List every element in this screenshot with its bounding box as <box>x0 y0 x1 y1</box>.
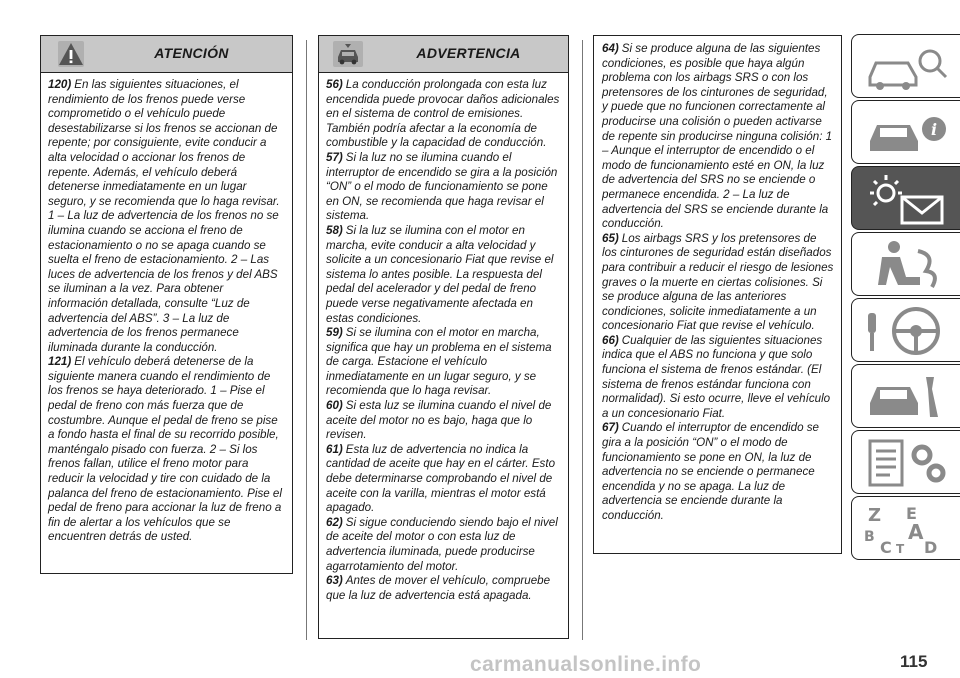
attention-header <box>41 36 292 73</box>
tab-car-info[interactable] <box>851 100 960 164</box>
svg-text:i: i <box>930 120 938 139</box>
index-letters-icon <box>860 501 954 557</box>
car-search-icon <box>860 39 954 95</box>
watermark: carmanualsonline.info <box>470 653 702 676</box>
svg-text:T: T <box>896 542 905 556</box>
tab-maintenance[interactable] <box>851 364 960 428</box>
car-service-icon <box>860 369 954 425</box>
warning-light-message-icon <box>860 171 954 227</box>
warning-item: 57) Si la luz no se ilumina cuando el interruptor de encendido se gira a la posición “ON” o el modo de funcionamiento se pone en ON, se recomienda que haga revisar el sistema. <box>326 150 558 223</box>
warning-item: 59) Si se ilumina con el motor en marcha, significa que hay un problema en el sistema de carga. Estacione el vehículo inmediatamente en un lugar seguro, y se recomienda que lo haga revisar. <box>326 326 552 398</box>
warning-item: 64) Si se produce alguna de las siguientes condiciones, es posible que haya algún problema con los airbags SRS o con los pretensores de los cinturones de seguridad, y puede que no funcionen correctamente al producirse una colisión o pueden activarse de repente sin producirse ninguna colisión: 1 – Aunque el interruptor de encendido o el modo de funcionamiento esté en ON, la luz de advertencia del SRS no se enciende o permanece encendida. 2 – La luz de advertencia del SRS se enciende durante la conducción. <box>602 42 833 231</box>
svg-text:D: D <box>924 538 938 557</box>
warning-item: 58) Si la luz se ilumina con el motor en marcha, evite conducir a alta velocidad y solicite a un concesionario Fiat que revise el sistema lo antes posible. La respuesta del pedal del acelerador y del pedal de freno puede verse negativamente afectada en estas condiciones. <box>326 223 554 325</box>
page-number: 115 <box>900 652 928 671</box>
warning-body <box>319 73 568 607</box>
warning-title: ADVERTENCIA <box>416 45 521 61</box>
warning-triangle-icon <box>57 40 85 68</box>
column-divider <box>582 40 583 640</box>
tab-starting-driving[interactable] <box>851 298 960 362</box>
warning-item: 56) La conducción prolongada con esta luz encendida puede provocar daños adicionales en el sistema de control de emisiones. También podría afectar a la economía de combustible y la capacidad de conducción. <box>326 78 560 150</box>
warning-item: 63) Antes de mover el vehículo, compruebe que la luz de advertencia está apagada. <box>326 574 551 602</box>
tab-warning-lights[interactable] <box>851 166 960 230</box>
warning-continued-box <box>593 35 842 554</box>
tab-airbag-safety[interactable] <box>851 232 960 296</box>
warning-item: 61) Esta luz de advertencia no indica la cantidad de aceite que hay en el cárter. Esto debe determinarse comprobando el nivel de aceite con la varilla, mientras el motor está apagado. <box>326 442 556 515</box>
attention-body <box>41 73 292 549</box>
svg-text:E: E <box>906 504 917 523</box>
warning-item: 65) Los airbags SRS y los pretensores de los cinturones de seguridad están diseñados para contribuir a reducir el riesgo de lesiones graves o la muerte en ciertas colisiones. Si se produce alguna de las anteriores condiciones, solicite inmediatamente a un concesionario Fiat que revise el vehículo. <box>602 231 834 333</box>
tab-technical-data[interactable] <box>851 430 960 494</box>
specs-settings-icon <box>860 435 954 491</box>
warning-continued-body <box>594 36 841 524</box>
attention-item: 120) En las siguientes situaciones, el rendimiento de los frenos puede verse comprometido o el vehículo puede desestabilizarse si los frenos se accionan de repente; por consiguiente, evite conducir a alta velocidad o accionar los frenos de repente. Además, el vehículo deberá detenerse inmediatamente en un lugar seguro, y se recomienda que lo haga revisar. 1 – La luz de advertencia de los frenos no se ilumina cuando se acciona el freno de estacionamiento o no se apaga cuando se suelta el freno de estacionamiento. 2 – Las luces de advertencia de los frenos y del ABS se iluminan a la vez. Para obtener información detallada, consulte “Luz de advertencia del ABS”. 3 – La luz de advertencia de los frenos permanece iluminada durante la conducción. <box>48 78 280 354</box>
airbag-seat-icon <box>860 237 954 293</box>
car-warning-icon <box>333 41 363 67</box>
svg-text:C: C <box>880 538 892 557</box>
warning-item: 67) Cuando el interruptor de encendido se gira a la posición “ON” o el modo de funcionamiento se pone en ON, la luz de advertencia no se enciende o permanece encendida y no se apaga. La luz de advertencia se enciende durante la conducción. <box>602 421 819 522</box>
tab-index[interactable] <box>851 496 960 560</box>
attention-item: 121) El vehículo deberá detenerse de la siguiente manera cuando el rendimiento de los frenos se haya deteriorado. 1 – Pise el pedal de freno con más fuerza que de costumbre. Aunque el pedal de freno se pise a fondo hasta el final de su recorrido posible, manténgalo pisado con fuerza. 2 – Si los frenos fallan, utilice el freno motor para reducir la velocidad y tire con cuidado de la palanca del freno de estacionamiento. Pise el pedal de freno para accionar la luz de freno a fin de alertar a los vehículos que se encuentren detrás de usted. <box>48 355 282 544</box>
tab-car-search[interactable] <box>851 34 960 98</box>
svg-text:A: A <box>908 520 924 544</box>
warning-box <box>318 35 569 639</box>
attention-title: ATENCIÓN <box>154 45 229 61</box>
car-info-icon <box>860 105 954 161</box>
column-divider <box>306 40 307 640</box>
warning-header <box>319 36 568 73</box>
svg-text:Z: Z <box>868 505 882 526</box>
warning-item: 62) Si sigue conduciendo siendo bajo el nivel de aceite del motor o con esta luz de advertencia iluminada, puede producirse agarrotamiento del motor. <box>326 515 558 573</box>
attention-box <box>40 35 293 574</box>
warning-item: 60) Si esta luz se ilumina cuando el nivel de aceite del motor no es bajo, haga que lo revisen. <box>326 399 552 442</box>
svg-text:B: B <box>864 529 875 545</box>
key-steering-icon <box>860 303 954 359</box>
warning-item: 66) Cualquier de las siguientes situaciones indica que el ABS no funciona y que solo funciona el sistema de frenos estándar. (El sistema de frenos estándar funciona con normalidad). Si esto ocurre, lleve el vehículo a un concesionario Fiat. <box>602 333 831 420</box>
